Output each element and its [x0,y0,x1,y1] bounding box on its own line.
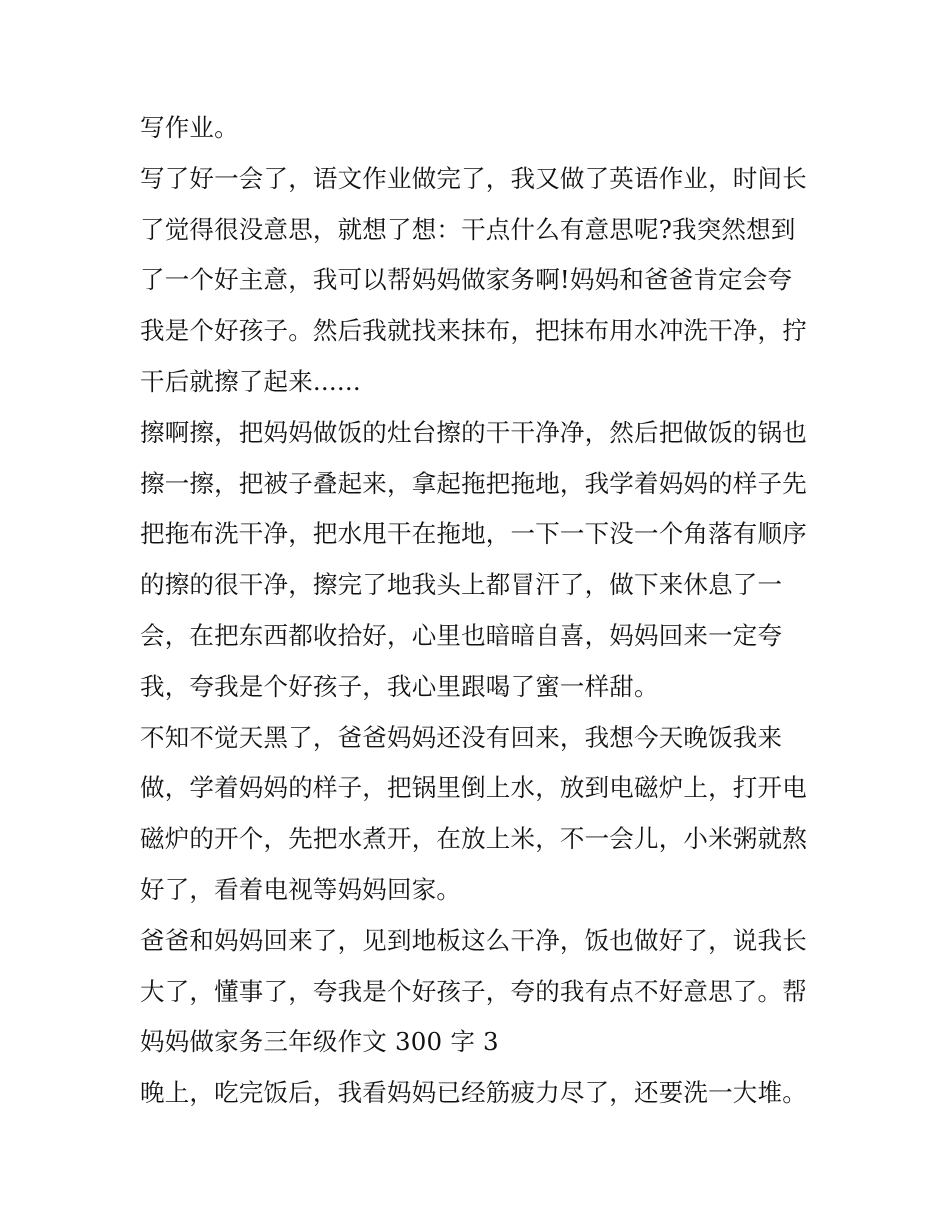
text-line: 会，在把东西都收拾好，心里也暗暗自喜，妈妈回来一定夸 [140,620,783,650]
text-line: 大了，懂事了，夸我是个好孩子，夸的我有点不好意思了。帮 [140,976,807,1006]
text-line: 我，夸我是个好孩子，我心里跟喝了蜜一样甜。 [140,671,659,701]
text-line: 磁炉的开个，先把水煮开，在放上米，不一会儿，小米粥就熬 [140,824,807,854]
text-line: 晚上，吃完饭后，我看妈妈已经筋疲力尽了，还要洗一大堆。 [140,1078,807,1108]
text-line: 的擦的很干净，擦完了地我头上都冒汗了，做下来休息了一 [140,570,783,600]
text-line: 做，学着妈妈的样子，把锅里倒上水，放到电磁炉上，打开电 [140,773,807,803]
text-line: 写作业。 [140,113,239,142]
text-line: 写了好一会了，语文作业做完了，我又做了英语作业，时间长 [140,163,807,193]
text-line: 了觉得很没意思，就想了想：干点什么有意思呢?我突然想到 [140,214,796,244]
text-line: 了一个好主意，我可以帮妈妈做家务啊!妈妈和爸爸肯定会夸 [140,265,793,295]
text-line: 不知不觉天黑了，爸爸妈妈还没有回来，我想今天晚饭我来 [140,722,783,752]
text-line: 把拖布洗干净，把水甩干在拖地，一下一下没一个角落有顺序 [140,519,807,549]
text-line: 好了，看着电视等妈妈回家。 [140,874,462,904]
text-line: 干后就擦了起来...... [140,366,361,396]
section-heading: 妈妈做家务三年级作文 300 字 3 [140,1027,499,1057]
text-line: 擦一擦，把被子叠起来，拿起拖把拖地，我学着妈妈的样子先 [140,468,807,498]
text-line: 擦啊擦，把妈妈做饭的灶台擦的干干净净，然后把做饭的锅也 [140,417,807,447]
essay-text [140,103,820,1119]
text-line: 爸爸和妈妈回来了，见到地板这么干净，饭也做好了，说我长 [140,925,807,955]
text-line: 我是个好孩子。然后我就找来抹布，把抹布用水冲洗干净，拧 [140,316,807,346]
